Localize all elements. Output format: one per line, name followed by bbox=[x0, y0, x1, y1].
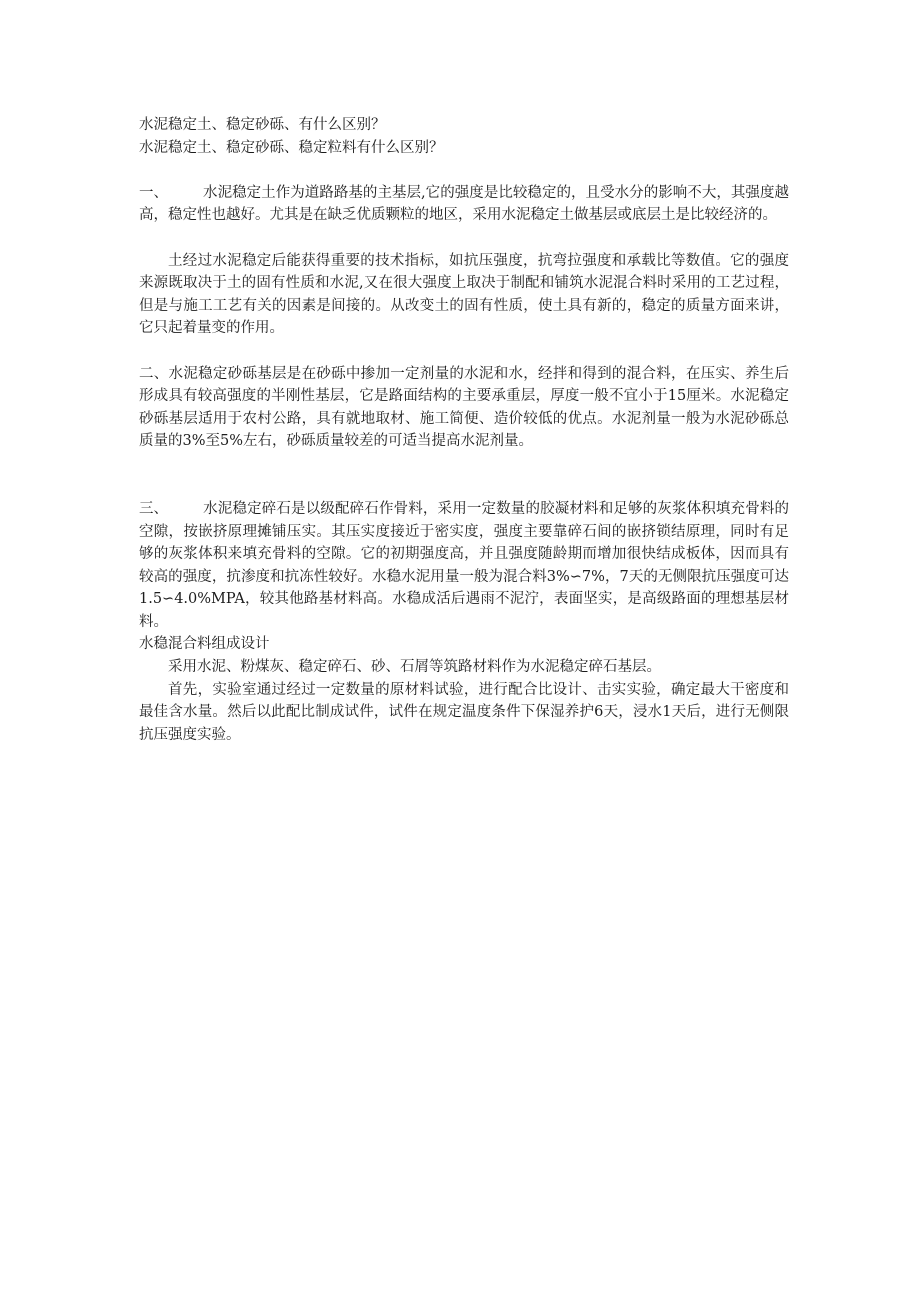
section-1-number: 一、 bbox=[139, 184, 168, 201]
spacer bbox=[139, 159, 789, 182]
section-1b-paragraph: 土经过水泥稳定后能获得重要的技术指标，如抗压强度，抗弯拉强度和承载比等数值。它的强度来源既取决于土的固有性质和水泥,又在很大强度上取决于制配和铺筑水泥混合料时采用的工艺过程，但是与施工工艺有关的因素是间接的。从改变土的固有性质，使土具有新的，稳定的质量方面来讲，它只起着量变的作用。 bbox=[139, 252, 789, 337]
section-4a-paragraph: 采用水泥、粉煤灰、稳定碎石、砂、石屑等筑路材料作为水泥稳定碎石基层。 bbox=[168, 659, 661, 676]
section-1-text: 水泥稳定土作为道路路基的主基层,它的强度是比较稳定的，且受水分的影响不大，其强度越高，稳定性也越好。尤其是在缺乏优质颗粒的地区，采用水泥稳定土做基层或底层土是比较经济的。 bbox=[139, 184, 789, 224]
section-4b-paragraph: 首先，实验室通过经过一定数量的原材料试验，进行配合比设计、击实实验，确定最大干密度和最佳含水量。然后以此配比制成试件，试件在规定温度条件下保湿养护6天，浸水1天后，进行无侧限抗压强度实验。 bbox=[139, 681, 789, 743]
document-body bbox=[139, 114, 789, 746]
spacer bbox=[139, 227, 789, 250]
subheading: 水稳混合料组成设计 bbox=[139, 636, 270, 653]
spacer bbox=[139, 453, 789, 498]
title-line-1: 水泥稳定土、稳定砂砾、有什么区别？ bbox=[139, 117, 386, 133]
title-line-2: 水泥稳定土、稳定砂砾、稳定粒料有什么区别？ bbox=[139, 139, 444, 156]
section-3-paragraph bbox=[139, 498, 789, 634]
spacer bbox=[139, 340, 789, 363]
section-1-paragraph bbox=[139, 182, 789, 227]
section-3-number: 三、 bbox=[139, 500, 168, 517]
section-3-text: 水泥稳定碎石是以级配碎石作骨料，采用一定数量的胶凝材料和足够的灰浆体积填充骨料的空隙，按嵌挤原理摊铺压实。其压实度接近于密实度，强度主要靠碎石间的嵌挤锁结原理，同时有足够的灰浆体积来填充骨料的空隙。它的初期强度高，并且强度随龄期而增加很快结成板体，因而具有较高的强度，抗渗度和抗冻性较好。水稳水泥用量一般为混合料3%∽7%，7天的无侧限抗压强度可达1.5∽4.0%MPA，较其他路基材料高。水稳成活后遇雨不泥泞，表面坚实，是高级路面的理想基层材料。 bbox=[139, 500, 789, 630]
section-2-paragraph: 二、水泥稳定砂砾基层是在砂砾中掺加一定剂量的水泥和水，经拌和得到的混合料，在压实、养生后形成具有较高强度的半刚性基层，它是路面结构的主要承重层，厚度一般不宜小于15厘米。水泥稳定砂砾基层适用于农村公路，具有就地取材、施工简便、造价较低的优点。水泥剂量一般为水泥砂砾总质量的3%至5%左右，砂砾质量较差的可适当提高水泥剂量。 bbox=[139, 365, 789, 450]
